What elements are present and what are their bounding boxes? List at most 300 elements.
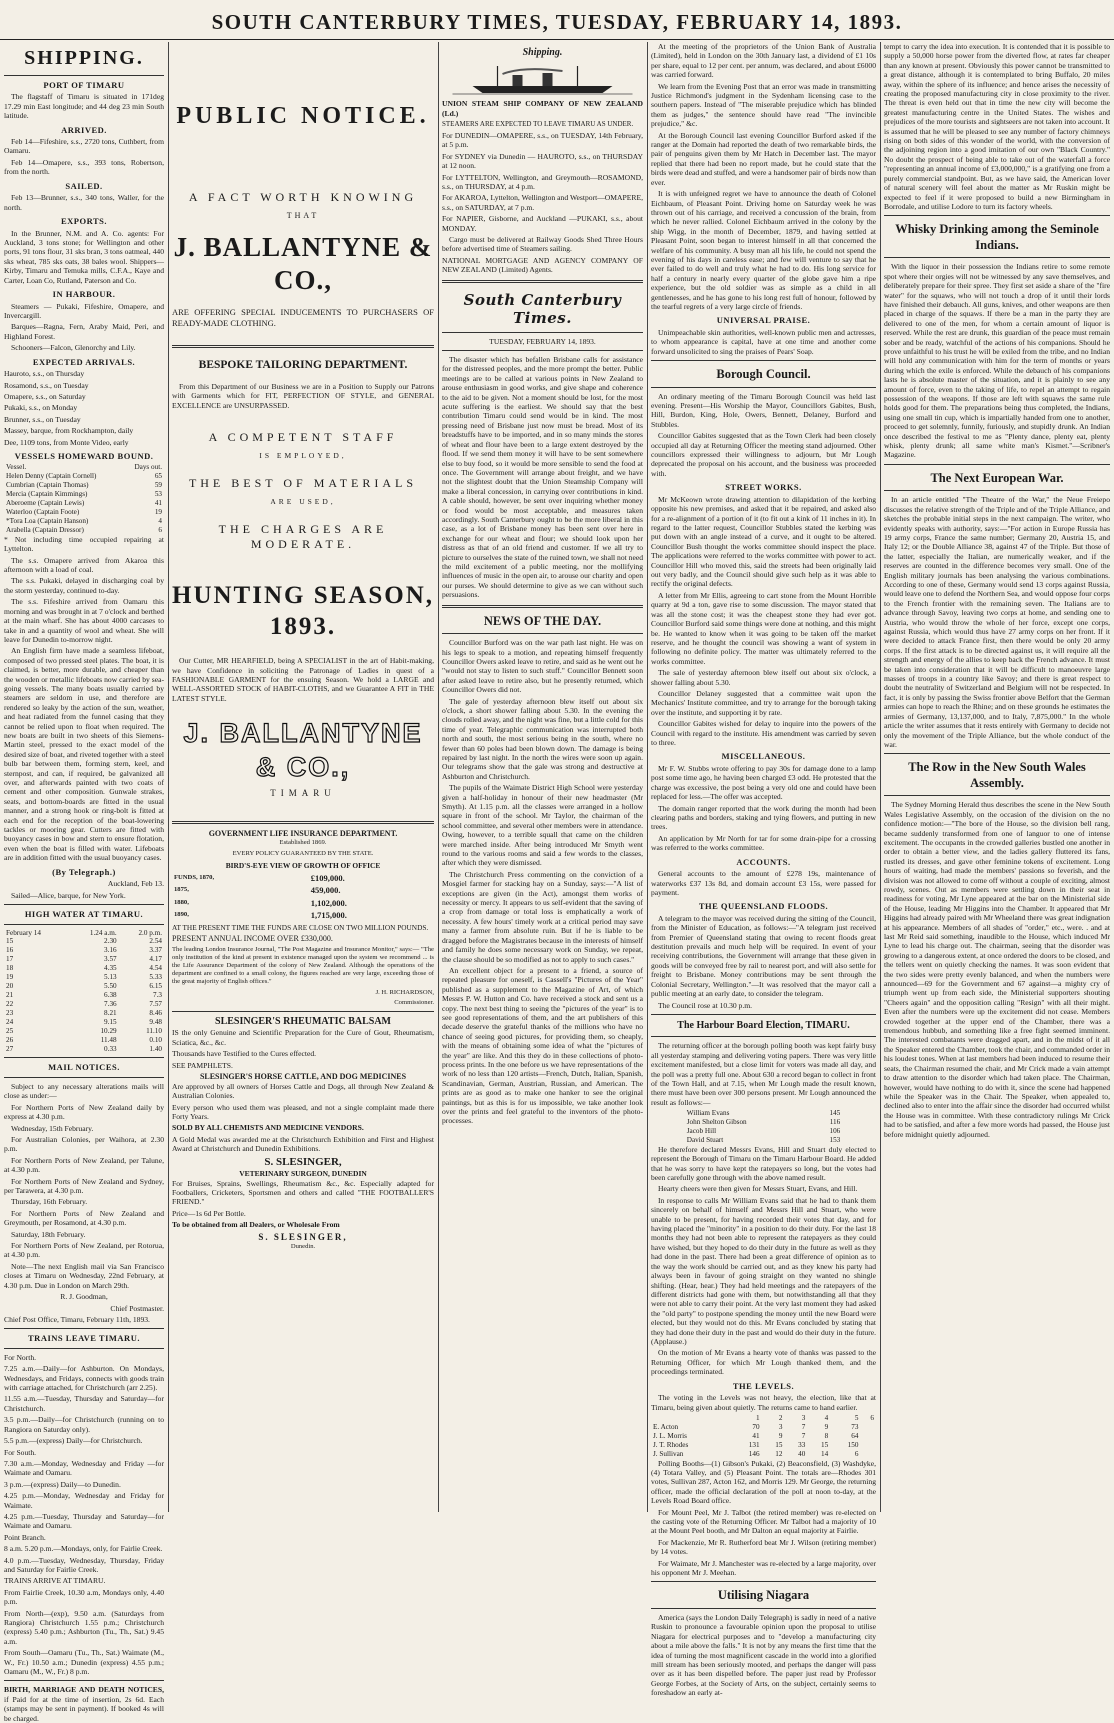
- table-row: [4, 973, 164, 982]
- mail-office: Chief Post Office, Timaru, February 11th, 1893.: [4, 1314, 150, 1324]
- niagara-continued: tempt to carry the idea into execution. It is contended that it is possible to supply a 50,000 horse power from the diverted flow, at rates far cheaper than any known at present. Obviously this power cannot be transmitted to a great distance, although it is contemplated to bring Buffalo, 20 miles away, within the sphere of its influence; and hence arises the necessity of creating the proposed manufacturing city in close proximity to the river. The threat is even held out that in time the new city will become the greatest manufacturing centre in the United States. The wishes and prejudices of the more tourists and sightseers are not taken into account. It is assumed that he will be pleased to see any number of factory chimneys rising on both sides of this wonder of the world, with the conversion of the adjoining region into a good imitation of our own "Black Country." No doubt the prospect of being able to take out of the waterfall a force "representing an annual income of £3,000,000," is a gratifying one from a purely commercial standpoint. But, as we have said, the American lover of natural scenery will feel about the matter as Mr Ruskin might be expected to feel if it were proposed to build a new Birmingham in Borrodale, and utilise Lodore to turn its factory wheels.: [884, 42, 1110, 211]
- booth-votes: 73: [851, 1422, 859, 1431]
- tide-time: 0.10: [149, 1035, 162, 1044]
- borough-paragraph: A letter from Mr Ellis, agreeing to cart stone from the Mount Horrible quarry at 9d a ton, gave rise to some discussion. The mayor stated that was all the stone cost; it was the cheapest stone they had ever got. Councillor Burford said some things were done at nothing, and this might be. He wanted to know when it was going to be taken off the market reserve, and he thought the council was showing a want of system in following no definite policy. The matter was ultimately referred to the works committee.: [651, 590, 876, 666]
- divider: [4, 904, 164, 905]
- tide-date: 26: [6, 1035, 14, 1044]
- offering-text: ARE OFFERING SPECIAL INDUCEMENTS TO PURCHASERS OF READY-MADE CLOTHING.: [172, 307, 434, 328]
- candidate-votes: 145: [829, 1109, 841, 1118]
- medal-text: A Gold Medal was awarded me at the Christchurch Exhibition and First and Highest Award at Christchurch and Dunedin Exhibitions.: [172, 1134, 434, 1154]
- tide-time: 9.15: [104, 1017, 117, 1026]
- table-row: [174, 885, 432, 896]
- train-item: Point Branch.: [4, 1532, 46, 1542]
- vet-title: VETERINARY SURGEON, DUNEDIN: [239, 1169, 367, 1179]
- days-out: 53: [154, 490, 162, 499]
- table-row: [174, 873, 432, 884]
- row-text: The Sydney Morning Herald thus describes the scene in the New South Wales Legislative Assembly, on the occasion of the division on the no confidence motion:—"The bore of the House, so the division bell rang, became suddenly transformed from one of languor to one of intense excitement. The occupants in the crowded galleries bustled one another in order to obtain a better view, and the ladies gallery fluttered its fans, rustled its dresses, and gave other feminine tokens of excitement. Long hours of waiting, had made the members' passions so feverish, and the division was not allowed to come off without a couple of exciting, almost rowdy, scenes. Out as members were settling down in their seat in readiness for voting, Mr Lyne appeared at the bar on the Ministerial side of the House, leading Mr Higgins into the Chamber. It appeared that Mr Higgins had already paired with Mr Wheeland there was great indignation at his appearance. Members of all shades of "order," etc., were. . and at last Mr Reid said something, inaudible to the House, which induced Mr Lyne to lead his charge out. The chairman, seeing that the disorder was growing to a dangerous extent, at once ordered the doors to be closed, and the tellers went on quietly checking the names. It was soon evident that the two sides were pretty evenly balanced, and when the numbers were announced—69 for the Government and 67 against—a mighty cry of triumph went up from each side, the Ministerial supporters shouting "Cheers again" and the opposition calling "Resign" with all their might. Even after the numbers were up the excitement did not cease. Members crowded together at the upper end of the Chamber, there was a tremendous hubbub, and something like a free fight seemed imminent. The interested combatants were dragged apart, and in the midst of it all the Speaker entered the Chamber, took the chair, and commanded order in his loudest tones. When at last members had been induced to resume their seats, the Chairman resumed the chair, and Mr Crick made a vain attempt to draw attention to the disorder which had taken place. The Chairman, however, would have nothing to do with it, since the scene had happened while the Speaker was in the Chair. The Speaker, when appealed to, declined also to enter into the affair since the disorder had occurred whilst the House was in committee. With these contradictory rulings Mr Crick had to be satisfied, and after a few more words had passed, the House just before midnight quietly adjourned.: [884, 800, 1110, 1139]
- advertisements-column: [172, 42, 434, 1512]
- divider: [442, 605, 643, 608]
- divider: [651, 1608, 876, 1609]
- tide-time: 6.38: [104, 991, 117, 999]
- tide-date: 23: [6, 1008, 14, 1017]
- niagara-text: America (says the London Daily Telegraph) is sadly in need of a native Ruskin to pronounce a favourable opinion upon the proposal to utilise Niagara for electrical purposes and to "develop a manufacturing city about a mile above the falls." It is not by any means the first time that the idea of turning the most magnificent cascade in the world into a glorified mill stream has been seriously mooted, and perhaps the danger will pass over as it has been dispelled before. The paper just read by Professor George Forbes, at the Society of Arts, on the subject, certainly seems to foreshadow an early at-: [651, 1612, 876, 1698]
- inharbour-item: Steamers — Pukaki, Fifeshire, Omapere, and Invercargill.: [4, 301, 164, 320]
- election-results-table: [685, 1109, 843, 1145]
- booth-votes: 150: [847, 1440, 859, 1449]
- booth-votes: 9: [778, 1431, 783, 1440]
- train-item: 4.0 p.m.—Tuesday, Wednesday, Thursday, Friday and Saturday for Fairlie Creek.: [4, 1555, 164, 1574]
- tide-time: 2.30: [104, 937, 117, 946]
- booth-votes: 3: [778, 1422, 783, 1431]
- obtain-text: To be obtained from all Dealers, or Wholesale From: [172, 1220, 340, 1230]
- tide-time: 3.37: [149, 946, 162, 955]
- tide-time: 9.48: [149, 1017, 162, 1026]
- tide-date: 15: [6, 937, 14, 946]
- tide-time: 7.3: [153, 991, 162, 999]
- candidate-name: J. L. Morris: [653, 1431, 687, 1440]
- mail-item: For Northern Ports of New Zealand and Sydney, per Tarawera, at 4.30 p.m.: [4, 1176, 164, 1196]
- divider: [4, 1057, 164, 1058]
- candidate-name: Jacob Hill: [686, 1126, 717, 1135]
- borough-paragraph: Mr F. W. Stubbs wrote offering to pay 30s for damage done to a lamp post some time ago, he having been charged £3 odd. He protested that the charge was excessive, the post being a very old one and could have been replaced for less.—The offer was accepted.: [651, 763, 876, 802]
- expected-item: Brunner, s.s., on Tuesday: [4, 414, 81, 424]
- price-text: Price—1s 6d Per Bottle.: [172, 1208, 246, 1218]
- levels-paragraph: For Waimate, Mr J. Manchester was re-elected by a large majority, over his opponent Mr J. Meehan.: [651, 1558, 876, 1577]
- booth-votes: 9: [824, 1422, 829, 1431]
- tide-date: 21: [6, 991, 14, 999]
- days-out: 65: [154, 472, 162, 481]
- tide-heading: HIGH WATER AT TIMARU.: [24, 909, 144, 920]
- divider: [651, 387, 876, 388]
- divider: [651, 360, 876, 361]
- mail-heading: MAIL NOTICES.: [48, 1062, 120, 1073]
- arrived-item: Feb 14—Omapere, s.s., 393 tons, Robertson, from the north.: [4, 157, 164, 177]
- divider: [172, 821, 434, 824]
- booth-votes: 41: [752, 1431, 760, 1440]
- table-row: [4, 508, 164, 517]
- train-item: From Fairlie Creek, 10.30 a.m, Mondays only, 4.40 p.m.: [4, 1587, 164, 1607]
- borough-paragraph: Mr McKeown wrote drawing attention to dilapidation of the kerbing opposite his new premises, and asked that it be repaired, and asked also for a re-alignment of a portion of it (to fit out a kink of 11 inches in it). In regard to the latter request, Councillor Stubbles stated the kerbing was put down with an angle instead of a curve, and it ought to be altered. Councillor Bush thought the works committee should inspect the place. The applications were referred to the works committee with power to act. Councillor Hill who moved this, said the streets had been originally laid out very badly, and the Council should give such help as it was able to rectify the original defects.: [651, 494, 876, 589]
- growth-amount: 459,000.: [310, 885, 341, 896]
- praise-text: Unimpeachable skin authorities, well-known public men and actresses, to whom appearance is capital, have at one time and another come forward unsolicited to sing the praises of Pears' Soap.: [651, 327, 876, 356]
- sailed-heading: SAILED.: [65, 180, 103, 191]
- editorial-text: The disaster which has befallen Brisbane calls for assistance for the distressed peoples, and the more prompt the better. Public meetings are to be called at various points in New Zealand to arouse enthusiasm in good works, and give shape and coherence to the aid to be given. Not a moment should be lost, for the most acute suffering is the earliest. We should say that the best contribution Timaru could send would be in kind. The most pressing need of Brisbane just now must be bread. Most of its breadstuffs have to be imported, and in so many minds the stores of wheat and flour have been to a large extent destroyed by the flood. If we send them money it will have to be sent somewhere else to buy food, so it would be more sensible to send the food at once. The Government will arrange about freight, and we have not the slightest doubt that the Union Steamship Company will make a liberal concession, in carrying over contributions in kind. A cable should, however, be sent over inquiring whether money or food would be most acceptable, and measures taken accordingly. South Canterbury ought to be the more liberal in this case, as a lot of Brisbane money has been sent over here in exchange for our wheat and flour; we should look upon her distress as that of an old friend and customer. If we all try to picture to ourselves the state of the ruined town, we shall not need the mild excitement of a public meeting, nor the mollifying influences of music in the open air, to arouse our charity and open our purses. We should determine to give as we can without such persuasions.: [442, 355, 643, 600]
- tide-time: 5.13: [104, 973, 117, 982]
- divider: [4, 75, 164, 76]
- divider: [651, 1014, 876, 1015]
- are-used-text: ARE USED,: [270, 497, 336, 507]
- tide-time: 3.57: [104, 955, 117, 964]
- street-works-heading: STREET WORKS.: [725, 482, 802, 493]
- table-row: [685, 1136, 843, 1145]
- steamship-illustration: [442, 62, 643, 96]
- growth-year: 1890,: [174, 911, 189, 919]
- tide-time: 2.54: [149, 937, 162, 946]
- borough-paragraph: Councillor Delaney suggested that a committee wait upon the Mechanics' Institute committee, and try to arrange for the borough taking over the institute, and supporting it by rate.: [651, 688, 876, 717]
- table-header-row: [651, 1414, 876, 1423]
- govlife-text: The leading London Insurance Journal, "The Post Magazine and Insurance Monitor," says:— "The only institution of the kind at present in existence managed upon the system we recommend ... is the Life Assurance Department of the colony of New Zealand. Although the operations of the department are confined to a small colony, the figures reached are very large, exceeding those of the great majority of English offices.": [172, 945, 434, 986]
- table-header: [651, 1414, 731, 1423]
- expected-item: Hauroto, s.s., on Thursday: [4, 369, 85, 379]
- borough-paragraph: An ordinary meeting of the Timaru Borough Council was held last evening. Present—His Worship the Mayor, Councillors Gabites, Bush, Hill, Burdon, King, Hole, Owers, Bennett, Delaney, Burford and Stubbles.: [651, 391, 876, 429]
- booth-votes: 7: [801, 1431, 806, 1440]
- telegraph-heading: (By Telegraph.): [52, 866, 116, 877]
- booth-votes: 33: [798, 1440, 806, 1449]
- table-row: [4, 1036, 164, 1045]
- table-header: 6: [870, 1413, 874, 1422]
- mail-item: For Northern Ports of New Zealand, per Rotorua, at 4.30 p.m.: [4, 1241, 164, 1260]
- table-header: 4: [824, 1413, 829, 1422]
- whisky-heading: Whisky Drinking among the Seminole Indians.: [895, 222, 1099, 252]
- expected-item: Omapere, s.s., on Saturday: [4, 391, 86, 401]
- tide-time: 1.24 a.m.: [89, 928, 117, 937]
- election-paragraph: He therefore declared Messrs Evans, Hill and Stuart duly elected to represent the Borough of Timaru on the Timaru Harbour Board. He added that he was sorry to have kept the ratepayers so long, but the votes had been carefully gone through with the above named result.: [651, 1144, 876, 1183]
- election-paragraph: The returning officer at the borough polling booth was kept fairly busy all yesterday stamping and delivering voting papers. There was very little excitement manifested, but a close limit for voters was made all day, and the poll was a pretty full one. About 630 a record began to collect in front of the Town Hall, and at 7.15, when Mr Lough made the result known, there must have been over 300 persons present. Mr Lough announced the result as follows:—: [651, 1041, 876, 1107]
- divider: [442, 280, 643, 283]
- births-heading: BIRTH, MARRIAGE AND DEATH NOTICES,: [4, 1685, 164, 1695]
- table-header: 5: [854, 1413, 859, 1422]
- tide-time: 10.29: [100, 1026, 117, 1035]
- election-paragraph: Hearty cheers were then given for Messrs Stuart, Evans, and Hill.: [658, 1184, 858, 1194]
- tide-time: 4.35: [104, 964, 117, 973]
- election-paragraph: In response to calls Mr William Evans said that he had to thank them sincerely on behalf of himself and Messrs Hill and Stuart, who were unable to be present, for having recorded their votes that day, and for having placed the "minority" in a position to do their duty. For the last 18 months they had not been able to represent the ratepayers as they could have wished, but they hoped to do their duty in the future as well as they had done in the past. There had been a great difference of opinion as to the way the work should be carried out, and as they knew his party had always been in favour of going straight on they wanted no shingle shifting. (Hear, hear.) They had held meetings and the ratepayers of the different districts had gone with them, but notwithstanding all that they were not able to carry their point. At the very last moment they had asked the "old party" to postpone spending the money until the new Board were elected, but they would not do this. Mr Evans concluded by stating that they had done their duty in the past and would do their duty in the future. (Applause.): [651, 1195, 876, 1346]
- train-item: From South—Oamaru (Tu., Th., Sat.) Waimate (M., W., Fr.) 10.50 a.m.; Dunedin (express) 4.55 p.m.; Oamaru (M., W., Fr.) 8 p.m.: [4, 1648, 164, 1677]
- borough-paragraph: Councillor Gabites suggested that as the Town Clerk had been closely occupied all day at Returning Officer the meeting stand adjourned. Other councillors expressed their willingness to adjourn, but Mr Lough deprecated the proposal on his account, and the business was proceeded with.: [651, 431, 876, 478]
- tide-time: 4.54: [149, 964, 162, 973]
- war-heading: The Next European War.: [930, 470, 1064, 485]
- paper-date: TUESDAY, FEBRUARY 14, 1893.: [489, 336, 596, 346]
- sold-text: SOLD BY ALL CHEMISTS AND MEDICINE VENDORS.: [172, 1123, 364, 1133]
- growth-heading: BIRD'S-EYE VIEW OF GROWTH OF OFFICE: [225, 861, 381, 871]
- divider: [172, 1011, 434, 1012]
- table-row: [685, 1109, 843, 1118]
- news-item: Councillor Burford was on the war path last night. He was on his legs to speak to a motion, and repeating himself frequently Councillor Owers asked leave to retire, and said as he went out he "would not stay to listen to such stuff." Councillor Bennett soon after asked leave to retire also, but he presently returned, which Councillor Owers did not.: [442, 638, 643, 695]
- cargo-notice: Cargo must be delivered at Railway Goods Shed Three Hours before advertised time of Steamers sailing.: [442, 234, 643, 254]
- borough-paragraph: An application by Mr North for tar for some drain-pipe for a crossing was referred to the works committee.: [651, 833, 876, 853]
- mail-list: [4, 1082, 164, 1290]
- masthead: [0, 0, 1114, 40]
- booth-votes: 131: [748, 1440, 760, 1449]
- table-header: 2: [778, 1413, 783, 1422]
- column-rule: [647, 42, 648, 1512]
- table-row: [4, 946, 164, 955]
- news-item: The Christchurch Press commenting on the conviction of a Mosgiel farmer for stacking hay on a Sunday, says:—"A list of exceptions are given (in the Act), amongst them works of necessity or mercy. It appears to us self-evident that the saving of a crop from damage or total loss is emphatically a work of necessity. A few hours' timely work at a critical period may save many a farmer from absolute ruin. But if he is liable to be dragged before the Magistrates because in the interests of himself and family he does some necessary work on Sunday, we repeat, the clause should be so modified as not to apply to such cases.": [442, 869, 643, 964]
- paper-title: South Canterbury Times.: [463, 290, 622, 328]
- table-row: [4, 1027, 164, 1036]
- union-company-heading: UNION STEAM SHIP COMPANY OF NEW ZEALAND (Ld.): [442, 99, 643, 118]
- tide-date: 17: [6, 955, 14, 964]
- train-item: 7.25 a.m.—Daily—for Ashburton. On Mondays, Wednesdays, and Fridays, connects with goods train with carriage attached, for Christchurch (arr 2.25).: [4, 1364, 164, 1393]
- news-heading: NEWS OF THE DAY.: [483, 613, 602, 628]
- divider: [884, 215, 1110, 216]
- booth-votes: 12: [775, 1449, 783, 1458]
- table-header: Vessel.: [6, 463, 27, 472]
- arrived-heading: ARRIVED.: [61, 124, 107, 135]
- income-text: PRESENT ANNUAL INCOME OVER £330,000.: [172, 933, 333, 943]
- mail-item: Subject to any necessary alterations mails will close as under:—: [4, 1081, 164, 1101]
- days-out: 6: [158, 525, 162, 534]
- horse-medicine-text: Are approved by all owners of Horses Cattle and Dogs, all through New Zealand & Australian Colonies.: [172, 1081, 434, 1101]
- vet-name-footer: S. SLESINGER,: [258, 1231, 348, 1242]
- train-item: TRAINS ARRIVE AT TIMARU.: [4, 1576, 106, 1586]
- tide-date: 18: [6, 964, 14, 973]
- port-heading: PORT OF TIMARU: [43, 79, 125, 90]
- candidate-votes: 153: [829, 1135, 841, 1144]
- train-item: 7.30 a.m.—Monday, Wednesday and Friday —for Waimate and Oamaru.: [4, 1458, 164, 1478]
- borough-heading: Borough Council.: [716, 367, 811, 382]
- whisky-text: With the liquor in their possession the Indians retire to some remote spot where their orgies will not be witnessed by any save themselves, and deliberately prepare for their spree. They first set aside a share of the "fire water" for the squaws, who will not touch a drop of it until their lords have finished their debauch. All guns, knives, and other weapons are then placed in charge of the squaws. If there be a man in the party they are delivered to one of the men, for whom a certain amount of liquor is reserved. While the rest are drunk, this guardian of the peace must remain sober and be ready, watchful of the actions of his companions. Should he prove unfaithful to his trust he will be exiled from the tribe, and no Indian will hold any communication with him for the term of months or years during which the exile is enforced. While the debauch of his companions lasts he is absolute master of the situation, and it is plainly to see any amount of force, even to the taking of life, to repel an attempt to regain possession of the weapons. If those are left with squaws the same rule holds good for them. The preparations being thus completed, the Indians, using one small tin cup, which is impartially handed from one to another, proceed to get solemnly, funnily, furiously, and stupidly drunk. An Indian once described the festival to me as "Plenty dance, plenty eat, plenty whisk, plenty drunk; all same white man's Kismet."—Scribner's Magazine.: [884, 262, 1110, 460]
- borough-paragraph: The domain ranger reported that the work during the month had been clearing paths and borders, staking and tying flowers, and putting in new trees.: [651, 803, 876, 832]
- table-row: [4, 955, 164, 964]
- divider: [4, 1680, 164, 1681]
- tide-time: 1.40: [149, 1044, 162, 1053]
- mail-item: Wednesday, 15th February.: [11, 1123, 94, 1133]
- divider: [4, 1328, 164, 1329]
- candidate-votes: 106: [829, 1126, 841, 1135]
- tide-time: 8.46: [149, 1008, 162, 1017]
- arrived-item: Feb 14—Fifeshire, s.s., 2720 tons, Cuthbert, from Oamaru.: [4, 137, 164, 156]
- mail-item: For Australian Colonies, per Waihora, at 2.30 p.m.: [4, 1135, 164, 1154]
- table-header: 1: [755, 1413, 760, 1422]
- borough-paragraph: A telegram to the mayor was received during the sitting of the Council, from the Minister of Education, as follows:—"A telegram just received from Premier of Queensland stating that owing to recent floods great destitution prevails and much help will be required. In event of your receiving contributions, the Government will arrange that these given in goods will be conveyed free by rail to nearest port, and will also settle for freight to Brisbane. Money contributions may be sent through the Colonial Secretary, Wellington."—It was resolved that the mayor call a public meeting at an early date, to consider the telegram.: [651, 913, 876, 999]
- vessel-name: Waterloo (Captain Foote): [6, 508, 80, 517]
- shipping-heading: SHIPPING.: [24, 47, 144, 69]
- exports-text: In the Brunner, N.M. and A. Co. agents: For Auckland, 3 tons stone; for Wellington and other ports, 91 tons flour, 31 sks bran, 3 tons oatmeal, 440 sks wheat, 785 sks oats, 38 bales wool. Shippers—Kirby, Timaru and Temuka mills, C.F.A., Kaye and Carter, Loan Co, Rutland, Paterson and Co.: [4, 228, 164, 285]
- vessel-name: *Tora Loa (Captain Hanson): [6, 517, 89, 526]
- row-heading: The Row in the New South Wales Assembly.: [908, 760, 1086, 790]
- vet-town: Dunedin.: [290, 1242, 316, 1250]
- table-row: [651, 1432, 876, 1441]
- table-row: [4, 1018, 164, 1027]
- govlife-signature: J. H. RICHARDSON,: [375, 988, 434, 996]
- election-heading: The Harbour Board Election, TIMARU.: [677, 1019, 850, 1031]
- divider: [884, 795, 1110, 796]
- expected-item: Massey, barque, from Rockhampton, daily: [4, 426, 134, 436]
- divider: [884, 464, 1110, 465]
- tide-date: 24: [6, 1017, 14, 1026]
- train-item: 3.5 p.m.—Daily—for Christchurch (running on to Rangiora on Saturday only).: [4, 1415, 164, 1434]
- news-item: The gale of yesterday afternoon blew itself out about six o'clock, a short shower falling about 5.30. In the evening the clouds rolled away, and the night was fine, but a little cold for this time of year. Telegraphic communication was interrupted both north and south, the most serious being in the south, where no fewer than 60 poles had been blown down. The damage is being repaired by last night. In the north the wires were soon up again. Our telegrams show that the gale was strong and destructive at Ashburton and Christchurch.: [442, 696, 643, 781]
- slesinger-pamphlets: SEE PAMPHLETS.: [172, 1060, 233, 1070]
- news-paragraph: At the Borough Council last evening Councillor Burford asked if the ranger at the Domain had reported the death of two remarkable birds, the pair of penguins given them by Mr Hatch in December last. The mayor replied that there had been no report made, but he could state that the birds were dead and stuffed, and were a handsomer pair of birds now than ever.: [651, 130, 876, 187]
- war-text: In an article entitled "The Theatre of the War," the Neue Freiepo discusses the relative strength of the Triple and of the Triple Alliance, and sketches the probable initial steps in the next campaign. The writer, who evidently speaks with authority, says:—"For action in Europe Russia has 19 army corps, France the same number; Germany 20, Austria 15, and Italy 12; or the Double Alliance 38, against 47 of the Triple. But those of the latter, especially the Italian, are numerically weaker, and if the reserves are counted in the difference becomes very small. One of the English military journals has been analysing the various combinations. According to one of these, Germany would send 13 corps against Russia, would leave one to defend the Northern Sea, and would oppose four corps to the French frontier with the remaining seven. The Italians are to advance through Savoy, leaving two corps at home, and sending one to Austria, who would throw the whole of her force, except one corps, against Russia, which would thus have 27 army corps on her front. If it were decided to attack France first, then there would be only 20 army corps. If the first attack is to be directed against us, it will require all the strength and energy of the allies to keep back the French advance. It must be taken into consideration that it will be difficult to manoeuvre large masses of troops in a country like Savoy; and there is great respect to doubt the neutrality of Switzerland and Belgium will not be respected. In fact, it is only by passing the Swiss frontier above Belfort that the German armies can hope to reach the Rhine; and on these grounds he estimates the armies of Germany, 13,137,000, and to Italy, 7,875,000." In the whole article the writer assumes that it rests entirely with Germany to decide not only the movement of the Triple Alliance, but the whole conduct of the war.: [884, 495, 1110, 749]
- mail-item: Saturday, 18th February.: [11, 1229, 86, 1239]
- features-column: [884, 42, 1110, 1512]
- guarantee-text: EVERY POLICY GUARANTEED BY THE STATE.: [232, 850, 374, 858]
- tide-time: 7.36: [104, 999, 117, 1008]
- growth-table: [172, 871, 434, 923]
- shipping-news: The s.s. Fifeshire arrived from Oamaru this morning and was brought in at 7 o'clock and berthed at the main wharf. She has about 4000 carcases to take in and a quantity of wool and wheat. She will leave for Dunedin to-morrow night.: [4, 597, 164, 644]
- divider: [4, 1077, 164, 1078]
- table-row: [685, 1118, 843, 1127]
- divider: [884, 257, 1110, 258]
- govlife-heading: GOVERNMENT LIFE INSURANCE DEPARTMENT.: [208, 829, 398, 839]
- table-row: [4, 1045, 164, 1054]
- tide-time: 0.33: [104, 1044, 117, 1053]
- table-row: [4, 964, 164, 973]
- niagara-heading: Utilising Niagara: [717, 1588, 810, 1603]
- inharbour-heading: IN HARBOUR.: [52, 289, 116, 300]
- table-row: [4, 1009, 164, 1018]
- train-item: From North—(exp), 9.50 a.m. (Saturdays from Rangiora) Christchurch 1.55 p.m.; Christchurch (express) 5.40 p.m.; Ashburton (Tu., Th., Sat.) 9.45 a.m.: [4, 1608, 164, 1646]
- train-item: 11.55 a.m.—Tuesday, Thursday and Saturday—for Christchurch.: [4, 1394, 164, 1413]
- table-row: [4, 991, 164, 1000]
- candidate-name: E. Acton: [653, 1422, 679, 1431]
- divider: [884, 490, 1110, 491]
- company-town: TIMARU: [270, 788, 336, 799]
- shipping-column: [4, 42, 164, 1723]
- fact-heading: A FACT WORTH KNOWING: [188, 189, 418, 204]
- vessel-name: Mercia (Captain Kimmings): [6, 490, 88, 499]
- candidate-votes: 116: [829, 1118, 841, 1127]
- candidate-name: John Shelton Gibson: [686, 1118, 747, 1127]
- news-paragraph: It is with unfeigned regret we have to announce the death of Colonel Eichbaum, of Pleasant Point. Driving home on Saturday week he was thrown out of his carriage, and received a concussion of the brain, from which he never rallied. Colonel Eichbaum arrived in the colony by the ship Wigg, in the month of December, 1879, and having settled at Pleasant Point, soon began to interest himself in all that concerned the welfare of his community. A busy man all his life, he could not spend the evening of his days in careless ease; and few will venture to say that he ever failed to do well and truly what he had to do. His long service for half a century in nearly every quarter of the globe gave him a ripe experience, but the old soldier was as simple as a child in all gentlenesses, and he has gone to his long rest full of honour, followed by the tearful regrets of a very large circle of friends.: [651, 189, 876, 311]
- hunting-text: Our Cutter, MR HEARFIELD, being A SPECIALIST in the art of Habit-making, we have Confidence in soliciting the Patronage of Ladies in quest of a FASHIONABLE GARMENT for the ensuing Season. We hold a LARGE and WELL-ASSORTED STOCK of HABIT-CLOTHS, and we Guarantee A FIT in THE LATEST STYLE.: [172, 656, 434, 703]
- election-paragraph: On the motion of Mr Evans a hearty vote of thanks was passed to the Returning Officer, for which Mr Lough thanked them, and the proceedings terminated.: [651, 1348, 876, 1377]
- table-header: 3: [801, 1413, 806, 1422]
- booth-votes: 6: [854, 1449, 859, 1458]
- tide-date: 20: [6, 982, 14, 991]
- accounts-heading: ACCOUNTS.: [736, 856, 791, 867]
- tide-time: 4.17: [149, 955, 162, 964]
- booth-votes: 15: [775, 1440, 783, 1449]
- days-out: 41: [154, 499, 162, 508]
- train-item: 5.5 p.m.—(express) Daily—for Christchurch.: [4, 1436, 143, 1446]
- tide-date: 27: [6, 1044, 14, 1053]
- growth-year: 1880,: [174, 898, 189, 906]
- candidate-name: J. T. Rhodes: [653, 1440, 689, 1449]
- divider: [442, 633, 643, 634]
- bespoke-text: From this Department of our Business we are in a Position to Supply our Patrons with Garments which for FIT, PERFECTION OF STYLE, and GENERAL EXCELLENCE are UNSURPASSED.: [172, 381, 434, 410]
- govlife-signature-title: Commissioner.: [394, 998, 434, 1006]
- sailing-item: For DUNEDIN—OMAPERE, s.s., on TUESDAY, 14th February, at 5 p.m.: [442, 130, 643, 150]
- table-row: [651, 1441, 876, 1450]
- divider: [884, 753, 1110, 754]
- expected-item: Rosamond, s.s., on Tuesday: [4, 380, 89, 390]
- expected-item: Pukaki, s.s., on Monday: [4, 403, 78, 413]
- tide-date: 19: [6, 973, 14, 982]
- divider: [442, 350, 643, 351]
- tide-time: 6.15: [149, 982, 162, 991]
- news-paragraph: At the meeting of the proprietors of the Union Bank of Australia (Limited), held in London on the 30th January last, a dividend of £1 10s per share, equal to 12 per cent. per annum, was declared, and about £6000 was carried forward.: [651, 42, 876, 80]
- shipping-news: An English firm have made a seamless lifeboat, composed of two pressed steel plates. The boat, it is claimed, is better, more durable, and cheaper than the wooden or metallic lifeboats now carried by sea-going vessels. The many boats usually carried by steamers are seldom in use, and therefore are rendered so leaky by the action of the sun, weather, and heat radiated from the funnel casing that they cannot be relied upon to float when required. The new boats are built in two sheets of this Siemens-Martin steel, pressed to the exact model of the desired size of boat, and riveted together with a steel bulb bar between them, forming stern, keel, and sternpost, and can, if required, be galvanized all over, and afterwards painted with two coats of cement and other composition. Gunwale strakes, seats, and bottom-boards are fitted in the usual manner, and a strong hook or ring-bolt is fitted at each end for the reception of the boat-lowering tackles or mooring gear. Cutters are fitted with buoyancy cases in bow and stern to ensure flotation, even when the boat is filled with water. Lifeboats are in addition fitted with the usual buoyancy cases.: [4, 646, 164, 863]
- days-out: 4: [158, 517, 162, 526]
- established-text: Established 1869.: [279, 839, 327, 847]
- homeward-heading: VESSELS HOMEWARD BOUND.: [14, 450, 154, 461]
- table-row: [4, 526, 164, 535]
- levels-paragraph: For Mackenzie, Mr R. Rutherford beat Mr J. Wilson (retiring member) by 14 votes.: [651, 1537, 876, 1557]
- horse-medicine-heading: SLESINGER'S HORSE CATTLE, AND DOG MEDICINES: [199, 1071, 407, 1081]
- shipping-news: The s.s. Omapere arrived from Akaroa this afternoon with a load of coal.: [4, 555, 164, 575]
- expected-heading: EXPECTED ARRIVALS.: [32, 356, 136, 367]
- employed-text: IS EMPLOYED,: [259, 450, 347, 460]
- mail-item: For Northern Ports of New Zealand, per Talune, at 4.30 p.m.: [4, 1155, 164, 1175]
- homeward-note: * Not including time occupied repairing at Lyttelton.: [4, 534, 164, 554]
- materials-heading: THE BEST OF MATERIALS: [188, 476, 418, 491]
- growth-year: FUNDS, 1870,: [174, 873, 215, 881]
- table-row: [4, 517, 164, 526]
- horse-medicine-text: Every person who used them was pleased, and not a single complaint made there Forty Years.: [172, 1102, 434, 1122]
- slesinger-text: IS the only Genuine and Scientific Preparation for the Cure of Gout, Rheumatism, Sciatica, &c., &c.: [172, 1028, 434, 1047]
- table-header: Days out.: [134, 463, 162, 472]
- tide-table: [4, 929, 164, 1054]
- bespoke-heading: BESPOKE TAILORING DEPARTMENT.: [198, 358, 408, 371]
- slesinger-cured: Thousands have Testified to the Cures effected.: [172, 1049, 317, 1059]
- shipping-subheading: Shipping.: [522, 47, 563, 58]
- tide-time: 7.57: [149, 999, 162, 1008]
- booth-votes: 64: [851, 1431, 859, 1440]
- newspaper-title: SOUTH CANTERBURY TIMES, TUESDAY, FEBRUARY 14, 1893.: [211, 10, 903, 34]
- borough-paragraph: Councillor Gabites wished for delay to inquire into the powers of the Council with regard to the institute. His amendment was carried by seven to three.: [651, 719, 876, 747]
- inharbour-item: Schooners—Falcon, Glenorchy and Lily.: [11, 343, 136, 353]
- sailed-item: Feb 13—Brunner, s.s., 340 tons, Waller, for the north.: [4, 193, 164, 212]
- news-item: An excellent object for a present to a friend, a source of repeated pleasure for oneself, is Cassell's "Pictures of the Year" published as a supplement to the Magazine of Art, of which Messrs P. W. Hutton and Co. have received a stock and sent us a copy. The next best thing to seeing the "pictures of the year" is to see good representations of them, and the art publishers of this decade deserve the grateful thanks of the millions who have no chance of seeing good pictures, for providing them, so cheaply, with the means of obtaining some idea of what the "pictures of the year" are like. And this they do in these collections of photo-process prints. In the one before us we have representations of the work of no less than 120 artists—French, Dutch, Italian, Spanish, Scandinavian, German, Austrian, Russian, and American. The prints are as good as to make one hanker to see the original paintings, but as this is for us impossible, we take another look over the prints and feel grateful to the inventors of the photo-processes.: [442, 965, 643, 1126]
- table-header-row: [4, 463, 164, 472]
- tide-time: 2.0 p.m.: [138, 928, 162, 937]
- column-rule: [438, 42, 439, 1512]
- growth-amount: £109,000.: [310, 872, 345, 883]
- that-text: THAT: [286, 210, 320, 220]
- candidate-name: William Evans: [686, 1109, 730, 1118]
- council-column: [651, 42, 876, 1698]
- sailing-item: For NAPIER, Gisborne, and Auckland —PUKAKI, s.s., about MONDAY.: [442, 214, 643, 233]
- train-item: 8 a.m. 5.20 p.m.—Mondays, only, for Fairlie Creek.: [4, 1544, 163, 1554]
- government-life-ad: [172, 829, 434, 1251]
- vessel-name: Helen Denny (Captain Cornell): [6, 472, 97, 481]
- levels-heading: THE LEVELS.: [732, 1380, 795, 1391]
- booth-votes: 70: [752, 1422, 760, 1431]
- table-row: [174, 910, 432, 921]
- table-row: [685, 1127, 843, 1136]
- mail-item: Note—The next English mail via San Francisco closes at Timaru on Wednesday, 22nd February, at 4.30 p.m. Due in London on March 29th.: [4, 1261, 164, 1290]
- borough-paragraph: The sale of yesterday afternoon blew itself out about six o'clock, a shower falling about 5.30.: [651, 668, 876, 687]
- candidate-name: J. Sullivan: [653, 1449, 684, 1458]
- tide-date: 25: [6, 1026, 14, 1035]
- expected-item: Dee, 1109 tons, from Monte Video, early: [4, 437, 129, 447]
- mail-item: For Northern Ports of New Zealand and Greymouth, per Rosamond, at 4.30 p.m.: [4, 1208, 164, 1228]
- days-out: 19: [154, 508, 162, 517]
- table-row: [651, 1450, 876, 1459]
- growth-year: 1875,: [174, 886, 189, 894]
- table-row: [4, 937, 164, 946]
- divider: [172, 345, 434, 348]
- trains-heading: TRAINS LEAVE TIMARU.: [28, 1333, 140, 1344]
- union-subheading: STEAMERS ARE EXPECTED TO LEAVE TIMARU AS UNDER.: [442, 120, 634, 129]
- vessel-name: Aberoeme (Captain Lewis): [6, 499, 85, 508]
- praise-heading: UNIVERSAL PRAISE.: [716, 315, 811, 326]
- table-row: [651, 1423, 876, 1432]
- days-out: 59: [154, 481, 162, 490]
- tide-time: 5.33: [149, 973, 162, 982]
- divider: [651, 1581, 876, 1582]
- agents-text: NATIONAL MORTGAGE AND AGENCY COMPANY OF NEW ZEALAND (Limited) Agents.: [442, 255, 643, 275]
- train-item: 4.25 p.m.—Tuesday, Thursday and Saturday—for Waimate and Oamaru.: [4, 1511, 164, 1531]
- inharbour-item: Barques—Ragna, Fern, Araby Maid, Peri, and Highland Forest.: [4, 322, 164, 341]
- divider: [651, 1036, 876, 1037]
- funds-close-text: AT THE PRESENT TIME THE FUNDS ARE CLOSE ON TWO MILLION POUNDS.: [172, 922, 429, 932]
- port-intro: The flagstaff of Timaru is situated in 171deg 17.29 min East longitude; and 44 deg 23 min South latitude.: [4, 92, 164, 121]
- column-rule: [880, 42, 881, 1512]
- table-row: [4, 982, 164, 991]
- table-row: [4, 499, 164, 508]
- hunting-heading: HUNTING SEASON, 1893.: [172, 582, 434, 641]
- booth-votes: 14: [821, 1449, 829, 1458]
- booth-votes: 8: [824, 1431, 829, 1440]
- sailing-item: For SYDNEY via Dunedin — HAUROTO, s.s., on THURSDAY at 12 noon.: [442, 151, 643, 171]
- telegraph-text: Sailed—Alice, barque, for New York.: [11, 890, 126, 900]
- company-name: J. BALLANTYNE & CO.,: [173, 231, 433, 295]
- tide-date: 22: [6, 999, 14, 1008]
